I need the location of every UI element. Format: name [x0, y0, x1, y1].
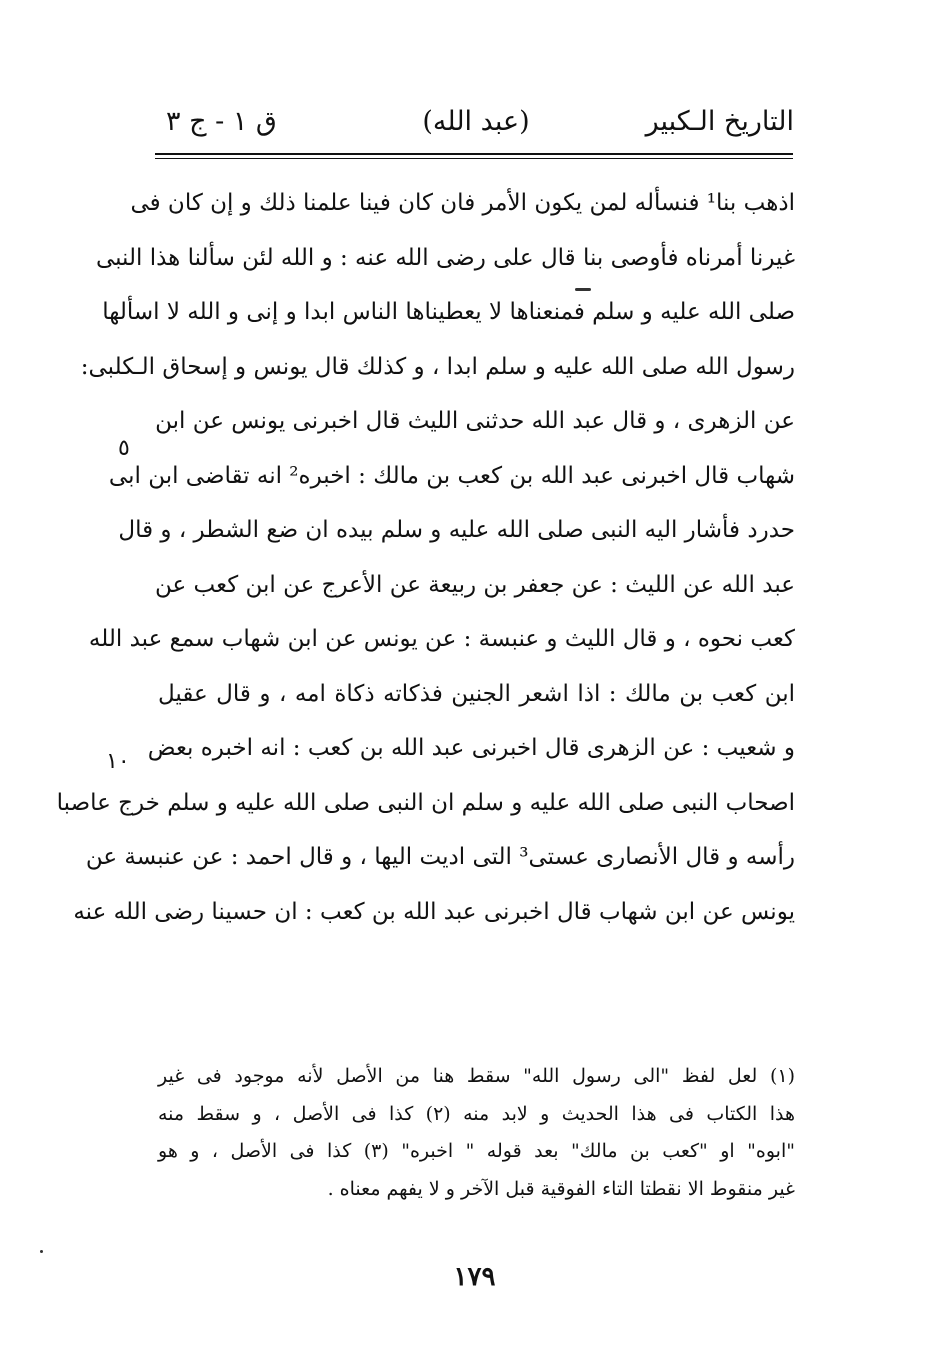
line-number-10: ١٠ — [106, 749, 130, 774]
text-line: غيرنا أمرناه فأوصى بنا قال على رضى الله عنه : و الله لئن سألنا هذا النبى — [95, 244, 795, 271]
footnote-line: هذا الكتاب فى هذا الحديث و لابد منه (٢) كذا فى الأصل ، و سقط منه — [158, 1102, 796, 1125]
running-header — [158, 100, 794, 148]
text-line: و شعيب : عن الزهرى قال اخبرنى عبد الله بن كعب : انه اخبره بعض — [147, 735, 795, 761]
text-line: اذهب بنا¹ فنسأله لمن يكون الأمر فان كان فينا علمنا ذلك و إن كان فى — [130, 190, 795, 216]
footnote-line: "ابوه" او "كعب بن مالك" بعد قوله " اخبره" (٣) كذا فى الأصل ، و هو — [158, 1140, 795, 1162]
page-number: ١٧٩ — [453, 1262, 496, 1292]
text-line: رأسه و قال الأنصارى عستى³ التى اديت اليها ، و قال احمد : عن عنبسة عن — [85, 844, 795, 870]
text-line: عبد الله عن الليث : عن جعفر بن ربيعة عن الأعرج عن ابن كعب عن — [154, 571, 795, 598]
header-rule-thick — [155, 153, 793, 155]
header-rule-thin — [155, 158, 793, 159]
text-line: ابن كعب بن مالك : اذا اشعر الجنين فذكاته ذكاة امه ، و قال عقيل — [158, 680, 795, 707]
footnote-line: غير منقوط الا نقطتا التاء الفوقية قبل الآخر و لا يفهم معناه . — [327, 1177, 795, 1200]
section-name: (عبد الله) — [422, 106, 530, 137]
text-line: يونس عن ابن شهاب قال اخبرنى عبد الله بن كعب : ان حسينا رضى الله عنه — [73, 898, 795, 925]
text-line: رسول الله صلى الله عليه و سلم ابدا ، و كذلك قال يونس و إسحاق الـكلبى: — [80, 353, 795, 380]
text-line: شهاب قال اخبرنى عبد الله بن كعب بن مالك : اخبره² انه تقاضى ابن ابى — [108, 462, 795, 489]
volume-part: ق ١ - ج ٣ — [166, 106, 277, 137]
book-title: التاريخ الـكبير — [645, 106, 794, 137]
text-line: صلى الله عليه و سلم فمنعناها لا يعطيناها الناس ابدا و إنى و الله لا اسألها — [102, 299, 795, 325]
line-number-5: ٥ — [118, 436, 130, 461]
scan-speck — [40, 1250, 43, 1253]
text-line: اصحاب النبى صلى الله عليه و سلم ان النبى صلى الله عليه و سلم خرج عاصبا — [56, 789, 795, 816]
footnote-line: (١) لعل لفظ "الى رسول الله" سقط هنا من الأصل لأنه موجود فى غير — [158, 1065, 795, 1087]
footnotes — [158, 1058, 795, 1208]
text-line: كعب نحوه ، و قال الليث و عنبسة : عن يونس عن ابن شهاب سمع عبد الله — [88, 626, 795, 652]
text-line: حدرد فأشار اليه النبى صلى الله عليه و سلم بيده ان ضع الشطر ، و قال — [118, 517, 795, 543]
scan-speck — [575, 288, 591, 291]
text-line: عن الزهرى ، و قال عبد الله حدثنى الليث قال اخبرنى يونس عن ابن — [155, 408, 795, 434]
